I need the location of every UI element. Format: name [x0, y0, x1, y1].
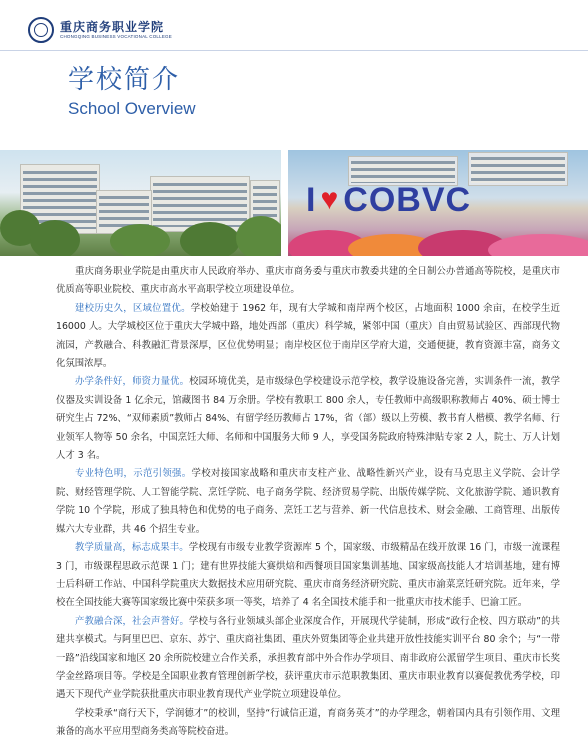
paragraph-motto: 学校秉承“商行天下，学润德才”的校训，坚持“行诚信正道，育商务英才”的办学理念，朝着国内具有引领作用、文理兼备的高水平应用型商务类高等院校奋进。 [56, 707, 560, 738]
heart-icon: ♥ [320, 183, 340, 216]
logo-name-en: CHONGQING BUSINESS VOCATIONAL COLLEGE [60, 34, 172, 39]
campus-sign-photo [288, 150, 588, 256]
header-logo [28, 14, 172, 46]
school-overview-text [56, 263, 560, 742]
paragraph-heading: 建校历史久，区域位置优。 [75, 302, 191, 314]
paragraph-heading: 办学条件好，师资力量优。 [75, 376, 190, 388]
paragraph-heading: 产教融合深，社会声誉好。 [75, 615, 190, 627]
paragraph-majors: 专业特色明，示范引领强。学校对接国家战略和重庆市支柱产业、战略性新兴产业，设有马克思主义学院、会计学院、财经管理学院、人工智能学院、烹饪学院、电子商务学院、经济贸易学院、出版传媒学院、文化旅游学院、通识教育学院 10 个学院，形成了独具特色和优势的电子商务、烹饪工艺与营养、新一代信息技术、财会金融、工商管理、出版传媒六大专业群，共 46 个招生专业。 [56, 468, 560, 535]
paragraph-heading: 专业特色明，示范引领强。 [75, 468, 192, 480]
page-title-en: School Overview [68, 99, 196, 118]
i-love-cobvc-sign [306, 180, 471, 220]
logo-text [60, 20, 172, 40]
paragraph-intro: 重庆商务职业学院是由重庆市人民政府举办、重庆市商务委与重庆市教委共建的全日制公办普通高等院校，是重庆市优质高等职业院校、重庆市高水平高职学校立项建设单位。 [56, 266, 560, 296]
paragraph-facilities: 办学条件好，师资力量优。校园环境优美，是市级绿色学校建设示范学校，教学设施设备完善，实训条件一流，教学仪器及实训设备 1 亿余元，馆藏图书 84 万余册。学校有教职工 800 余人，专任教师中高级职称教师占 40%、硕士博士研究生占 72%、“双师素质”教师占 84%、有留学经历教师占 17%，省（部）级以上劳模、教书育人楷模、教学名师、行业领军人物等 50 余名，中国烹饪大师、名师和中国服务大师 9 人，享受国务院政府特殊津贴专家 2 人，院士、万人计划人才 3 名。 [56, 376, 560, 462]
sign-text-i: I [306, 181, 317, 219]
paragraph-heading: 教学质量高，标志成果丰。 [75, 542, 189, 554]
logo-name-cn: 重庆商务职业学院 [60, 20, 165, 34]
campus-buildings-photo [0, 150, 281, 256]
sign-text-cobvc: COBVC [343, 181, 472, 219]
paragraph-history: 建校历史久，区域位置优。学校始建于 1962 年，现有大学城和南岸两个校区，占地面积 1000 余亩，在校学生近 16000 人。大学城校区位于重庆大学城中路，地处西部（重庆）科学城，紧邻中国（重庆）自由贸易试验区、西部现代物流园，产教融合、科教融汇背景深厚，区位优势明显；南岸校区位于南岸区学府大道，交通便捷，教育资源丰富，商务文化氛围浓厚。 [56, 302, 560, 370]
school-seal-icon [28, 17, 54, 43]
paragraph-industry: 产教融合深，社会声誉好。学校与各行业领域头部企业深度合作，开展现代学徒制，形成“政行企校、四方联动”的共建共享模式。与阿里巴巴、京东、苏宁、重庆商社集团、重庆外贸集团等企业共建开放性技能实训平台 80 余个；与“一带一路”沿线国家和地区 20 余所院校建立合作关系，承担教育部中外合作办学项目、南非政府公派留学生项目、重庆市长奖学金丝路项目等。学校是全国职业教育管理创新学校，获评重庆市示范职教集团、重庆市职业教育以赛促教优秀学校，印遇天下现代产业学院获批重庆市职业教育现代产业学院立项建设单位。 [56, 615, 560, 701]
paragraph-teaching: 教学质量高，标志成果丰。学校现有市级专业教学资源库 5 个，国家级、市级精品在线开放课 16 门，市级一流课程 3 门，市级课程思政示范课 1 门；建有世界技能大赛烘焙和西餐项目国家集训基地、国家级高技能人才培训基地，建有博士后科研工作站、中国科学院重庆大数据技术应用研究院、重庆市商务经济研究院、重庆市渝菜烹饪研究院。近年来，学校在全国技能大赛等国家级比赛中荣获多项一等奖，培养了 4 名全国技术能手和一批重庆市技术能手、巴渝工匠。 [56, 542, 560, 609]
header-divider [0, 50, 588, 51]
page-title-cn: 学校简介 [68, 65, 181, 95]
